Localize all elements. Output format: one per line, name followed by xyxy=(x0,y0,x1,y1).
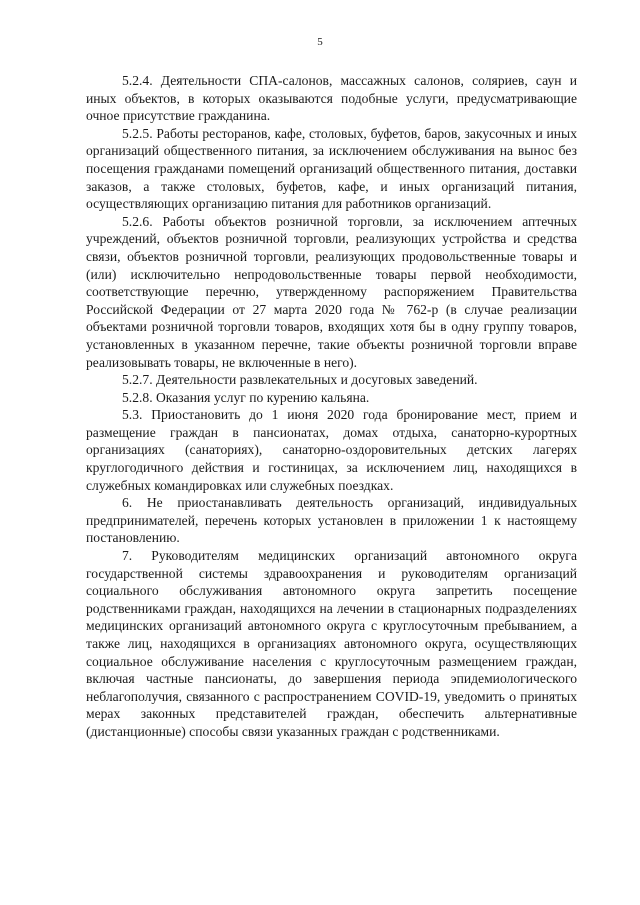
paragraph-5-2-7: 5.2.7. Деятельности развлекательных и досуговых заведений. xyxy=(122,372,478,388)
paragraph-5-2-4: 5.2.4. Деятельности СПА-салонов, массажных салонов, соляриев, саун и иных объектов, в которых оказываются подобные услуги, предусматривающие очное присутствие гражданина. xyxy=(86,73,577,124)
paragraph-6: 6. Не приостанавливать деятельность организаций, индивидуальных предпринимателей, перечень которых установлен в приложении 1 к настоящему постановлению. xyxy=(86,495,577,546)
paragraph-5-3: 5.3. Приостановить до 1 июня 2020 года бронирование мест, прием и размещение граждан в пансионатах, домах отдыха, санаторно-курортных организациях (санаториях), санаторно-оздоровительных детских лагерях круглогодичного действия и гостиницах, за исключением лиц, находящихся в служебных командировках или служебных поездках. xyxy=(86,407,577,493)
page-number: 5 xyxy=(317,36,323,48)
document-body xyxy=(86,72,577,741)
paragraph-7: 7. Руководителям медицинских организаций автономного округа государственной системы здравоохранения и руководителям организаций социального обслуживания автономного округа запретить посещение родственниками граждан, находящихся на лечении в стационарных подразделениях медицинских организаций автономного округа с круглосуточным пребыванием, а также лиц, находящихся в организациях автономного округа, осуществляющих социальное обслуживание населения с круглосуточным размещением граждан, включая частные пансионаты, до завершения периода эпидемиологического неблагополучия, связанного с распространением COVID-19, уведомить о принятых мерах законных представителей граждан, обеспечить альтернативные (дистанционные) способы связи указанных граждан с родственниками. xyxy=(86,548,577,739)
paragraph-5-2-5: 5.2.5. Работы ресторанов, кафе, столовых, буфетов, баров, закусочных и иных организаций общественного питания, за исключением обслуживания на вынос без посещения гражданами помещений организаций общественного питания, доставки заказов, а также столовых, буфетов, кафе, и иных организаций питания, осуществляющих организацию питания для работников организаций. xyxy=(86,125,577,212)
paragraph-5-2-6: 5.2.6. Работы объектов розничной торговли, за исключением аптечных учреждений, объектов розничной торговли, реализующих устройства и средства связи, объектов розничной торговли, реализующих продовольственные товары и (или) исключительно непродовольственные товары первой необходимости, соответствующие перечню, утвержденному распоряжением Правительства Российской Федерации от 27 марта 2020 года № 762-р (в случае реализации объектами розничной торговли товаров, входящих хотя бы в одну группу товаров, установленных в указанном перечне, такие объекты розничной торговли вправе реализовывать товары, не включенные в него). xyxy=(86,213,577,370)
paragraph-5-2-8: 5.2.8. Оказания услуг по курению кальяна. xyxy=(122,389,370,405)
